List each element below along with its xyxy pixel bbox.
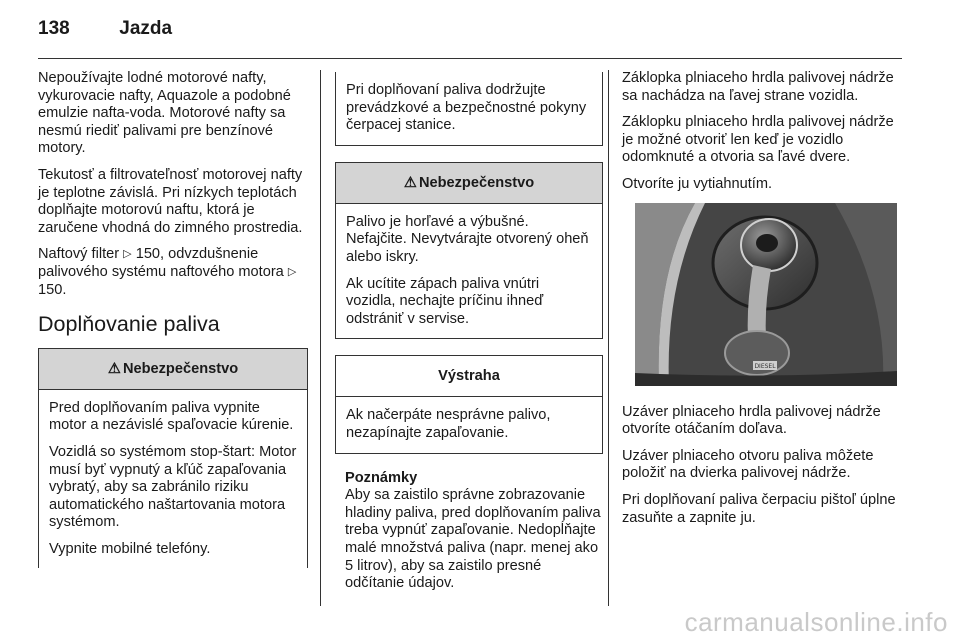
- paragraph: Uzáver plniaceho otvoru paliva môžete položiť na dvierka palivovej nádrže.: [622, 447, 874, 482]
- danger-box-header: ⚠ Nebezpečenstvo: [336, 163, 602, 204]
- section-heading: Doplňovanie paliva: [38, 312, 220, 337]
- paragraph: Pred doplňovaním paliva vypnite motor a nezávislé spaľovacie kúrenie.: [49, 399, 294, 434]
- page-reference-arrow-icon: ▷: [123, 248, 132, 261]
- paragraph: Vozidlá so systémom stop-štart: Motor musí byť vypnutý a kľúč zapaľovania vybratý, aby sa zabránilo riziku automatického naštartovania motora systémom.: [49, 443, 297, 531]
- diesel-label: DIESEL: [754, 362, 776, 370]
- column-1: [38, 70, 308, 568]
- danger-box-header: ⚠ Nebezpečenstvo: [39, 349, 307, 390]
- page-number: 138: [38, 18, 70, 39]
- paragraph: Uzáver plniaceho hrdla palivovej nádrže otvoríte otáčaním doľava.: [622, 403, 881, 438]
- column-2: [335, 72, 603, 602]
- paragraph: Vypnite mobilné telefóny.: [49, 540, 211, 557]
- paragraph: Pri doplňovaní paliva dodržujte prevádzkové a bezpečnostné pokyny čerpacej stanice.: [346, 82, 587, 134]
- header-rule: [38, 58, 902, 59]
- page-reference-arrow-icon: ▷: [287, 265, 297, 278]
- paragraph: Záklopka plniaceho hrdla palivovej nádrže sa nachádza na ľavej strane vozidla.: [622, 70, 894, 104]
- note-text: Aby sa zaistilo správne zobrazovanie hladiny paliva, pred doplňovaním paliva treba vypnúť zapaľovanie. Nedopĺňajte malé množstvá paliva (napr. menej ako 5 litrov), aby sa zaistilo presné odčítanie údajov.: [345, 487, 601, 592]
- fuel-filler-illustration: [635, 203, 897, 386]
- watermark: carmanualsonline.info: [684, 607, 948, 637]
- warning-box-body: [336, 397, 602, 452]
- note-title: Poznámky: [345, 469, 418, 486]
- paragraph: Ak ucítite zápach paliva vnútri vozidla, nechajte príčinu ihneď odstrániť v servise.: [346, 275, 544, 327]
- warning-triangle-icon: ⚠: [107, 360, 121, 377]
- danger-box-continued: [335, 72, 603, 146]
- page-reference-link[interactable]: 150.: [38, 281, 67, 298]
- column-divider-2: [608, 70, 609, 606]
- paragraph: Ak načerpáte nesprávne palivo, nezapínajte zapaľovanie.: [346, 407, 551, 441]
- danger-box-body: [336, 204, 602, 339]
- warning-box: [335, 355, 603, 453]
- note: [335, 470, 603, 593]
- danger-box: [38, 348, 308, 569]
- fuel-filler-photo: [635, 203, 897, 386]
- column-3: [622, 70, 904, 536]
- paragraph: Palivo je horľavé a výbušné. Nefajčite. Nevytvárajte otvorený oheň alebo iskry.: [346, 213, 589, 265]
- paragraph: Naftový filter ▷ 150, odvzdušnenie palivového systému naftového motora ▷ 150.: [38, 246, 297, 298]
- warning-triangle-icon: ⚠: [403, 174, 417, 191]
- paragraph: Záklopku plniaceho hrdla palivovej nádrže je možné otvoriť len keď je vozidlo odomknuté a otvoria sa ľavé dvere.: [622, 114, 894, 166]
- danger-box: [335, 162, 603, 340]
- paragraph: Tekutosť a filtrovateľnosť motorovej nafty je teplotne závislá. Pri nízkych teplotách doplňajte motorovú naftu, ktorá je zaručene vhodná do zimného prostredia.: [38, 166, 303, 236]
- paragraph: Pri doplňovaní paliva čerpaciu pištoľ úplne zasuňte a zapnite ju.: [622, 491, 896, 526]
- chapter-title: Jazda: [119, 18, 173, 39]
- column-divider-1: [320, 70, 321, 606]
- danger-box-body: [39, 390, 307, 569]
- paragraph: Nepoužívajte lodné motorové nafty, vykurovacie nafty, Aquazole a podobné emulzie nafta-voda. Motorové nafty sa nesmú riediť palivami pre benzínové motory.: [38, 70, 291, 157]
- page-reference-link[interactable]: 150, odvzdušnenie palivového systému naftového motora: [38, 246, 284, 280]
- page-header: [38, 18, 172, 40]
- warning-box-header: Výstraha: [336, 356, 602, 397]
- paragraph: Otvoríte ju vytiahnutím.: [622, 175, 773, 192]
